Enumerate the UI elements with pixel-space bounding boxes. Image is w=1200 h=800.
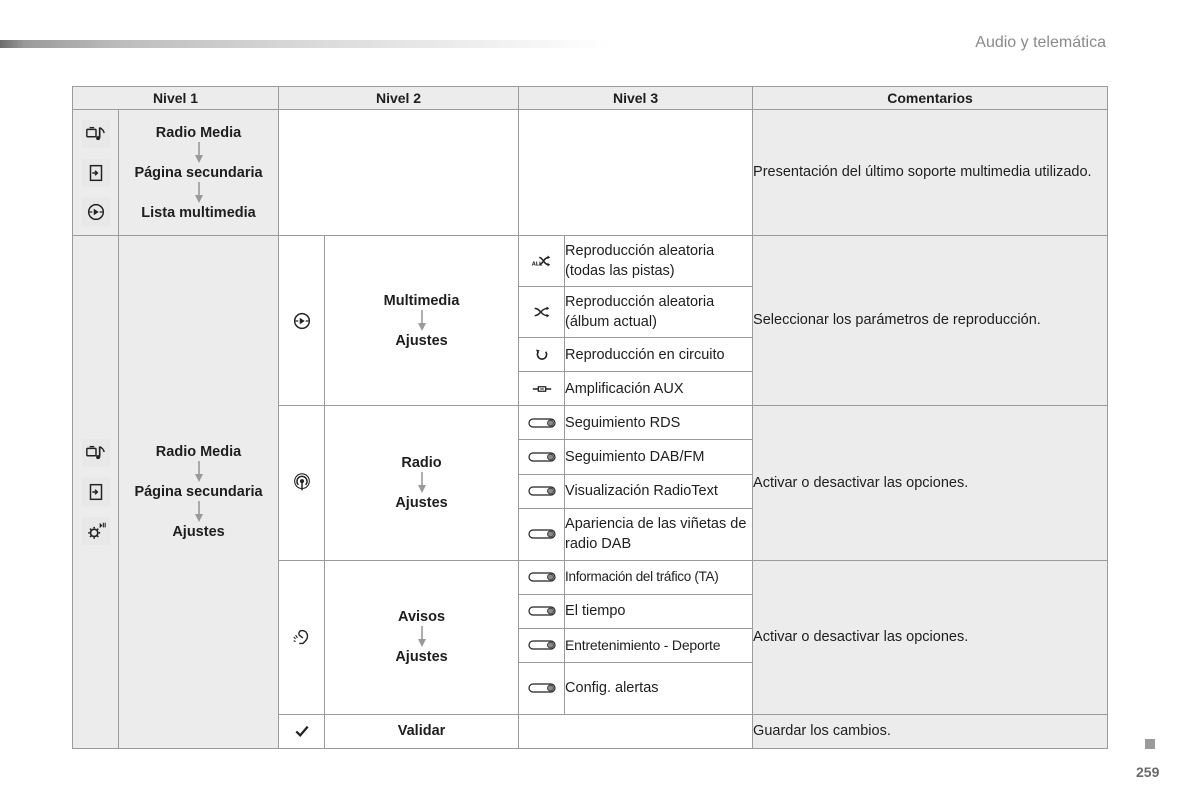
aux-gain-icon: [519, 372, 565, 406]
block1-level2-empty: [279, 110, 519, 236]
option-alerts-config: Config. alertas: [565, 662, 753, 714]
validate-comment: Guardar los cambios.: [753, 714, 1108, 748]
level1-label-settings: Ajustes: [172, 524, 225, 541]
level1-label-secondary-page: Página secundaria: [134, 164, 263, 181]
block1-level1-icons: [73, 110, 119, 236]
toggle-icon: [519, 628, 565, 662]
option-radiotext-display: Visualización RadioText: [565, 474, 753, 508]
level1-label-multimedia-list: Lista multimedia: [141, 204, 256, 221]
block2-level1-labels: [119, 236, 279, 749]
header-gradient-bar: [0, 40, 610, 48]
level2-label-radio: Radio: [401, 455, 442, 472]
validate-label: Validar: [397, 723, 446, 740]
toggle-icon: [519, 560, 565, 594]
option-repeat: Reproducción en circuito: [565, 338, 753, 372]
block1-level1-labels: [119, 110, 279, 236]
toggle-icon: [519, 662, 565, 714]
level2-label-settings: Ajustes: [395, 332, 448, 349]
page-marker: [1145, 739, 1155, 749]
toggle-icon: [519, 594, 565, 628]
radio-media-icon: [82, 120, 110, 148]
block1-level3-empty: [519, 110, 753, 236]
arrow-down-icon: [194, 501, 204, 523]
radio-icon: [279, 406, 325, 560]
block2-level1-icons: [73, 236, 119, 749]
arrow-down-icon: [194, 182, 204, 204]
validate-label-cell: [325, 714, 519, 748]
toggle-icon: [519, 440, 565, 474]
level2-label-alerts: Avisos: [398, 609, 446, 626]
arrow-down-icon: [194, 142, 204, 164]
option-dab-slideshow: Apariencia de las viñetas de radio DAB: [565, 508, 753, 560]
shuffle-album-icon: [519, 287, 565, 338]
radio-comment: Activar o desactivar las opciones.: [753, 406, 1108, 560]
arrow-down-icon: [417, 310, 427, 332]
option-dab-fm-tracking: Seguimiento DAB/FM: [565, 440, 753, 474]
toggle-icon: [519, 508, 565, 560]
toggle-icon: [519, 474, 565, 508]
option-shuffle-all: Reproducción aleatoria (todas las pistas): [565, 236, 753, 287]
option-traffic-info: Información del tráfico (TA): [565, 560, 753, 594]
settings-icon: [82, 517, 110, 545]
arrow-down-icon: [194, 461, 204, 483]
secondary-page-icon: [82, 478, 110, 506]
level2-multimedia-labels: [325, 236, 519, 406]
check-icon: [279, 714, 325, 748]
svg-text:ALL: ALL: [531, 261, 542, 268]
arrow-down-icon: [417, 626, 427, 648]
toggle-icon: [519, 406, 565, 440]
repeat-icon: [519, 338, 565, 372]
arrow-down-icon: [417, 472, 427, 494]
radio-media-icon: [82, 439, 110, 467]
shuffle-all-icon: [519, 236, 565, 287]
option-entertainment-sport: Entretenimiento - Deporte: [565, 628, 753, 662]
option-weather: El tiempo: [565, 594, 753, 628]
menu-structure-table: [72, 86, 1108, 749]
level1-label-secondary-page: Página secundaria: [134, 484, 263, 501]
header-nivel-3: Nivel 3: [519, 87, 753, 110]
secondary-page-icon: [82, 159, 110, 187]
alerts-comment: Activar o desactivar las opciones.: [753, 560, 1108, 714]
level2-label-settings: Ajustes: [395, 495, 448, 512]
level2-alerts-labels: [325, 560, 519, 714]
multimedia-comment: Seleccionar los parámetros de reproducción.: [753, 236, 1108, 406]
alerts-icon: [279, 560, 325, 714]
level2-label-multimedia: Multimedia: [383, 292, 460, 309]
option-shuffle-album: Reproducción aleatoria (álbum actual): [565, 287, 753, 338]
header-nivel-1: Nivel 1: [73, 87, 279, 110]
level1-label-radio-media: Radio Media: [155, 124, 242, 141]
multimedia-list-icon: [82, 198, 110, 226]
level1-label-radio-media: Radio Media: [155, 444, 242, 461]
header-nivel-2: Nivel 2: [279, 87, 519, 110]
option-aux-gain: Amplificación AUX: [565, 372, 753, 406]
page-number: 259: [1136, 764, 1160, 780]
block1-comment: Presentación del último soporte multimedia utilizado.: [753, 110, 1108, 236]
multimedia-icon: [279, 236, 325, 406]
option-rds-tracking: Seguimiento RDS: [565, 406, 753, 440]
header-comentarios: Comentarios: [753, 87, 1108, 110]
validate-level3-empty: [519, 714, 753, 748]
level2-label-settings: Ajustes: [395, 649, 448, 666]
level2-radio-labels: [325, 406, 519, 560]
section-title: Audio y telemática: [975, 34, 1106, 51]
